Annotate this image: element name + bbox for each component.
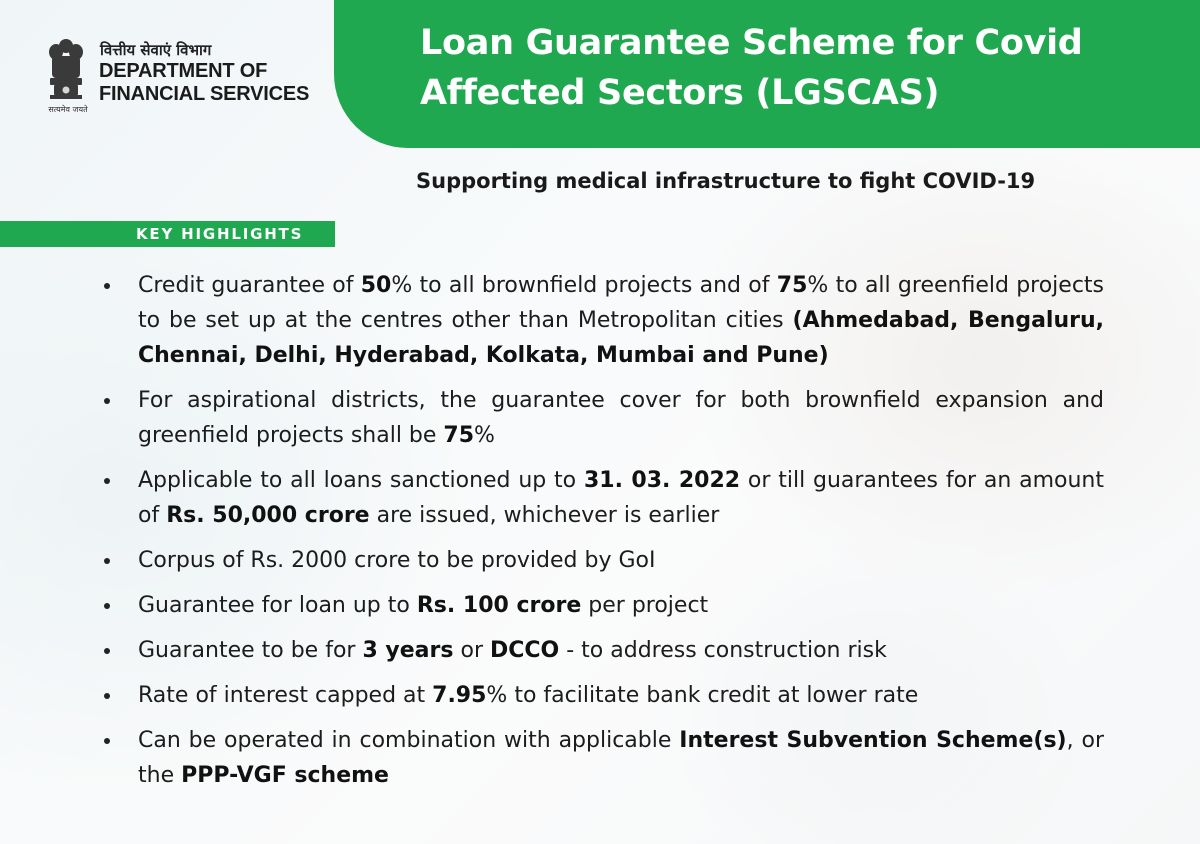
- highlight-item: [104, 588, 1104, 623]
- highlight-emphasis: Rs. 100 crore: [416, 593, 582, 618]
- highlight-emphasis: DCCO: [489, 638, 560, 663]
- highlight-text: per project: [581, 593, 709, 618]
- dept-name-line2: FINANCIAL SERVICES: [99, 83, 310, 105]
- highlight-text: %: [474, 423, 495, 448]
- highlight-text: % to facilitate bank credit at lower rate: [486, 683, 919, 708]
- highlight-emphasis: 75: [443, 423, 475, 448]
- highlight-item: [104, 633, 1104, 668]
- highlight-text: or: [453, 638, 490, 663]
- highlight-text: Guarantee to be for: [138, 638, 363, 663]
- highlight-emphasis: Rs. 50,000 crore: [166, 503, 370, 528]
- key-highlights-label: KEY HIGHLIGHTS: [136, 225, 304, 243]
- highlight-text: Rate of interest capped at: [138, 683, 433, 708]
- highlight-item: [104, 383, 1104, 453]
- highlight-item: [104, 543, 1104, 578]
- highlight-emphasis: 75: [776, 273, 808, 298]
- highlight-emphasis: 31. 03. 2022: [583, 468, 741, 493]
- page-title: [420, 18, 1180, 118]
- emblem-motto: सत्यमेव जयते: [48, 105, 88, 114]
- title-banner: [334, 0, 1200, 148]
- highlight-emphasis: 7.95: [432, 683, 487, 708]
- dept-name-hindi: वित्तीय सेवाएं विभाग: [100, 41, 212, 59]
- highlight-text: For aspirational districts, the guarantee cover for both brownfield expansion and greenfield projects shall be: [138, 388, 1104, 448]
- highlight-text: , or the: [138, 728, 1104, 788]
- highlight-text: - to address construction risk: [559, 638, 887, 663]
- page-subtitle: Supporting medical infrastructure to fight COVID-19: [416, 169, 1036, 193]
- highlight-item: [104, 723, 1104, 793]
- highlight-emphasis: (Ahmedabad, Bengaluru, Chennai, Delhi, Hyderabad, Kolkata, Mumbai and Pune): [138, 308, 1104, 368]
- highlight-text: or till guarantees for an amount of: [138, 468, 1105, 528]
- highlight-emphasis: 3 years: [362, 638, 454, 663]
- highlight-text: are issued, whichever is earlier: [369, 503, 720, 528]
- highlight-text: Applicable to all loans sanctioned up to: [138, 468, 584, 493]
- highlight-text: Can be operated in combination with applicable: [138, 728, 680, 753]
- highlight-item: [104, 678, 1104, 713]
- highlight-item: [104, 268, 1104, 373]
- highlight-text: % to all greenfield projects to be set up at the centres other than Metropolitan cities: [138, 273, 1105, 333]
- dept-name-line1: DEPARTMENT OF: [99, 60, 268, 82]
- page-title-line2: Affected Sectors (LGSCAS): [420, 73, 940, 113]
- dfs-logo: [44, 34, 334, 124]
- highlight-text: Corpus of Rs. 2000 crore to be provided by GoI: [138, 548, 656, 573]
- highlight-text: % to all brownfield projects and of: [391, 273, 777, 298]
- highlight-text: Guarantee for loan up to: [138, 593, 417, 618]
- highlight-emphasis: Interest Subvention Scheme(s): [679, 728, 1067, 753]
- highlight-emphasis: 50: [360, 273, 392, 298]
- key-highlights-bar: [0, 221, 335, 247]
- national-emblem-icon: [44, 34, 88, 114]
- highlights-list: [104, 268, 1104, 803]
- highlight-emphasis: PPP-VGF scheme: [181, 763, 389, 788]
- page-title-line1: Loan Guarantee Scheme for Covid: [420, 23, 1083, 63]
- highlight-item: [104, 463, 1104, 533]
- highlight-text: Credit guarantee of: [138, 273, 361, 298]
